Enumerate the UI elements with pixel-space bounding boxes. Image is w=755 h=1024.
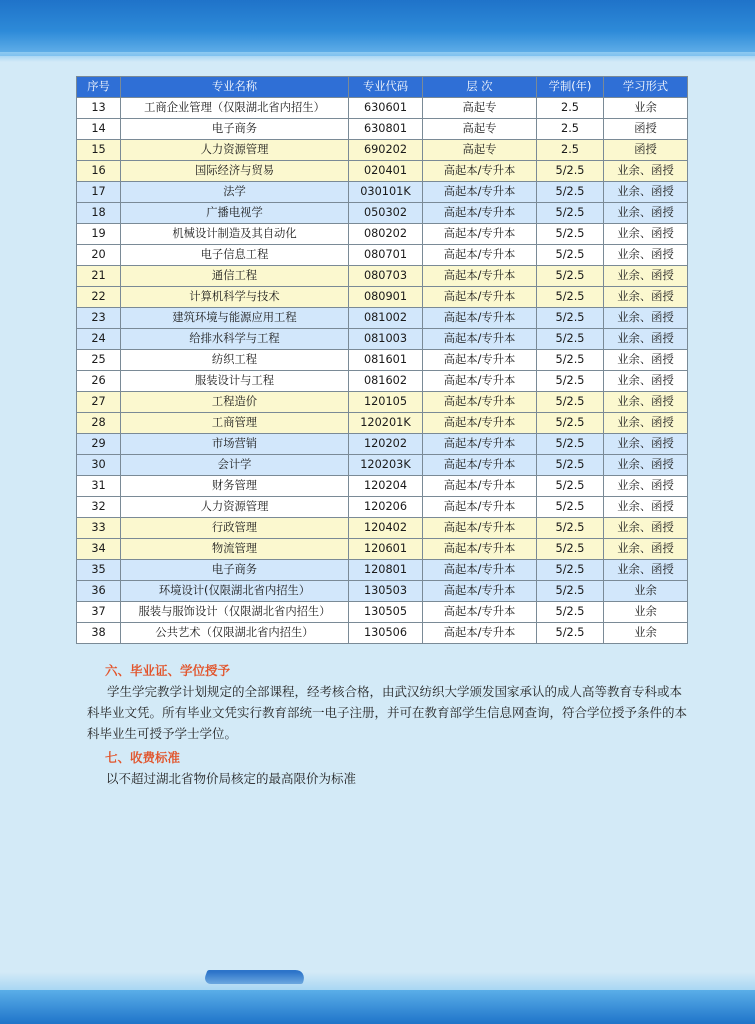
cell-program-code: 020401 (349, 161, 423, 182)
cell-study-mode: 业余、函授 (604, 455, 688, 476)
cell-level: 高起本/专升本 (423, 392, 537, 413)
table-row (77, 602, 688, 623)
cell-level: 高起本/专升本 (423, 560, 537, 581)
cell-number: 33 (77, 518, 121, 539)
cell-duration: 5/2.5 (537, 266, 604, 287)
cell-duration: 5/2.5 (537, 497, 604, 518)
cell-number: 15 (77, 140, 121, 161)
section-7-paragraph: 以不超过湖北省物价局核定的最高限价为标准 (106, 771, 357, 786)
cell-study-mode: 业余、函授 (604, 350, 688, 371)
table-row (77, 581, 688, 602)
cell-level: 高起专 (423, 98, 537, 119)
table-row (77, 98, 688, 119)
cell-program-code: 080703 (349, 266, 423, 287)
cell-study-mode: 业余 (604, 581, 688, 602)
cell-level: 高起本/专升本 (423, 518, 537, 539)
cell-duration: 5/2.5 (537, 182, 604, 203)
cell-program-code: 130505 (349, 602, 423, 623)
cell-program-code: 081002 (349, 308, 423, 329)
cell-program-name: 人力资源管理 (121, 497, 349, 518)
cell-number: 29 (77, 434, 121, 455)
cell-duration: 5/2.5 (537, 350, 604, 371)
cell-duration: 5/2.5 (537, 518, 604, 539)
cell-study-mode: 业余、函授 (604, 413, 688, 434)
cell-program-name: 建筑环境与能源应用工程 (121, 308, 349, 329)
cell-duration: 5/2.5 (537, 455, 604, 476)
table-row (77, 413, 688, 434)
cell-level: 高起本/专升本 (423, 455, 537, 476)
cell-number: 38 (77, 623, 121, 644)
cell-duration: 5/2.5 (537, 581, 604, 602)
cell-number: 30 (77, 455, 121, 476)
table-row (77, 623, 688, 644)
cell-level: 高起本/专升本 (423, 371, 537, 392)
cell-study-mode: 业余、函授 (604, 161, 688, 182)
cell-study-mode: 业余、函授 (604, 329, 688, 350)
cell-duration: 5/2.5 (537, 434, 604, 455)
header-program-code: 专业代码 (349, 77, 423, 98)
cell-number: 26 (77, 371, 121, 392)
cell-study-mode: 业余、函授 (604, 497, 688, 518)
table-header-row (77, 77, 688, 98)
table-row (77, 560, 688, 581)
cell-program-code: 080901 (349, 287, 423, 308)
cell-number: 17 (77, 182, 121, 203)
cell-program-code: 120402 (349, 518, 423, 539)
cell-program-code: 080202 (349, 224, 423, 245)
cell-program-code: 130506 (349, 623, 423, 644)
cell-program-code: 130503 (349, 581, 423, 602)
cell-number: 21 (77, 266, 121, 287)
cell-duration: 5/2.5 (537, 203, 604, 224)
cell-study-mode: 业余、函授 (604, 308, 688, 329)
cell-program-code: 120206 (349, 497, 423, 518)
cell-program-code: 081601 (349, 350, 423, 371)
cell-level: 高起本/专升本 (423, 308, 537, 329)
cell-duration: 5/2.5 (537, 371, 604, 392)
cell-study-mode: 业余、函授 (604, 245, 688, 266)
cell-duration: 5/2.5 (537, 602, 604, 623)
table-row (77, 392, 688, 413)
cell-number: 37 (77, 602, 121, 623)
cell-level: 高起本/专升本 (423, 329, 537, 350)
cell-program-name: 电子商务 (121, 119, 349, 140)
cell-level: 高起本/专升本 (423, 182, 537, 203)
cell-level: 高起本/专升本 (423, 245, 537, 266)
cell-number: 32 (77, 497, 121, 518)
cell-program-name: 计算机科学与技术 (121, 287, 349, 308)
table-row (77, 518, 688, 539)
cell-program-name: 环境设计(仅限湖北省内招生） (121, 581, 349, 602)
cell-program-name: 机械设计制造及其自动化 (121, 224, 349, 245)
cell-study-mode: 业余、函授 (604, 224, 688, 245)
cell-number: 25 (77, 350, 121, 371)
table-row (77, 224, 688, 245)
cell-duration: 5/2.5 (537, 287, 604, 308)
cell-program-name: 会计学 (121, 455, 349, 476)
cell-program-code: 080701 (349, 245, 423, 266)
cell-program-name: 服装设计与工程 (121, 371, 349, 392)
cell-study-mode: 业余、函授 (604, 476, 688, 497)
cell-level: 高起本/专升本 (423, 161, 537, 182)
cell-duration: 5/2.5 (537, 413, 604, 434)
cell-level: 高起专 (423, 119, 537, 140)
cell-study-mode: 业余、函授 (604, 287, 688, 308)
cell-level: 高起本/专升本 (423, 497, 537, 518)
header-number: 序号 (77, 77, 121, 98)
table-row (77, 329, 688, 350)
cell-program-name: 电子信息工程 (121, 245, 349, 266)
cell-number: 27 (77, 392, 121, 413)
cell-level: 高起本/专升本 (423, 413, 537, 434)
cell-program-name: 公共艺术（仅限湖北省内招生） (121, 623, 349, 644)
cell-duration: 5/2.5 (537, 161, 604, 182)
cell-program-name: 法学 (121, 182, 349, 203)
cell-level: 高起本/专升本 (423, 434, 537, 455)
cell-program-code: 630601 (349, 98, 423, 119)
cell-level: 高起本/专升本 (423, 602, 537, 623)
table-row (77, 119, 688, 140)
cell-level: 高起专 (423, 140, 537, 161)
cell-program-code: 120204 (349, 476, 423, 497)
cell-study-mode: 业余 (604, 623, 688, 644)
table-row (77, 161, 688, 182)
cell-number: 16 (77, 161, 121, 182)
cell-program-name: 广播电视学 (121, 203, 349, 224)
cell-study-mode: 业余、函授 (604, 518, 688, 539)
table-row (77, 350, 688, 371)
cell-duration: 5/2.5 (537, 392, 604, 413)
cell-duration: 5/2.5 (537, 245, 604, 266)
table-row (77, 287, 688, 308)
cell-level: 高起本/专升本 (423, 623, 537, 644)
table-row (77, 371, 688, 392)
cell-duration: 5/2.5 (537, 476, 604, 497)
cell-duration: 5/2.5 (537, 560, 604, 581)
cell-level: 高起本/专升本 (423, 350, 537, 371)
cell-study-mode: 业余、函授 (604, 392, 688, 413)
table-row (77, 455, 688, 476)
cell-study-mode: 业余 (604, 602, 688, 623)
cell-program-code: 120203K (349, 455, 423, 476)
cell-program-name: 物流管理 (121, 539, 349, 560)
cell-program-code: 081003 (349, 329, 423, 350)
cell-study-mode: 业余、函授 (604, 182, 688, 203)
table-row (77, 476, 688, 497)
cell-program-name: 服装与服饰设计（仅限湖北省内招生） (121, 602, 349, 623)
cell-duration: 2.5 (537, 140, 604, 161)
cell-level: 高起本/专升本 (423, 539, 537, 560)
cell-level: 高起本/专升本 (423, 476, 537, 497)
cell-program-code: 120801 (349, 560, 423, 581)
cell-program-code: 120601 (349, 539, 423, 560)
section-6-paragraph: 学生学完教学计划规定的全部课程，经考核合格，由武汉纺织大学颁发国家承认的成人高等教育专科或本科毕业文凭。所有毕业文凭实行教育部统一电子注册，并可在教育部学生信息网查询，符合学位授予条件的本科毕业生可授予学士学位。 (87, 684, 688, 741)
program-table (76, 76, 688, 644)
table-row (77, 203, 688, 224)
cell-study-mode: 业余、函授 (604, 371, 688, 392)
cell-number: 23 (77, 308, 121, 329)
cell-number: 20 (77, 245, 121, 266)
cell-number: 24 (77, 329, 121, 350)
cell-level: 高起本/专升本 (423, 581, 537, 602)
table-row (77, 497, 688, 518)
cell-number: 35 (77, 560, 121, 581)
cell-number: 14 (77, 119, 121, 140)
cell-study-mode: 业余、函授 (604, 560, 688, 581)
cell-study-mode: 函授 (604, 119, 688, 140)
cell-program-code: 120105 (349, 392, 423, 413)
table-row (77, 266, 688, 287)
cell-level: 高起本/专升本 (423, 203, 537, 224)
table-row (77, 182, 688, 203)
table-row (77, 539, 688, 560)
cell-study-mode: 业余、函授 (604, 539, 688, 560)
cell-program-name: 财务管理 (121, 476, 349, 497)
cell-program-name: 工商管理 (121, 413, 349, 434)
section-6-heading: 六、毕业证、学位授予 (105, 663, 231, 678)
cell-duration: 5/2.5 (537, 308, 604, 329)
cell-duration: 5/2.5 (537, 539, 604, 560)
cell-number: 13 (77, 98, 121, 119)
cell-duration: 2.5 (537, 119, 604, 140)
header-program-name: 专业名称 (121, 77, 349, 98)
cell-program-name: 人力资源管理 (121, 140, 349, 161)
cell-program-code: 630801 (349, 119, 423, 140)
cell-number: 22 (77, 287, 121, 308)
cell-duration: 5/2.5 (537, 623, 604, 644)
cell-program-name: 工程造价 (121, 392, 349, 413)
cell-number: 31 (77, 476, 121, 497)
cell-program-name: 给排水科学与工程 (121, 329, 349, 350)
cell-level: 高起本/专升本 (423, 287, 537, 308)
cell-program-name: 市场营销 (121, 434, 349, 455)
cell-program-code: 120201K (349, 413, 423, 434)
cell-program-name: 行政管理 (121, 518, 349, 539)
cell-study-mode: 业余、函授 (604, 434, 688, 455)
cell-study-mode: 函授 (604, 140, 688, 161)
bottom-decorative-band (0, 990, 755, 1024)
top-decorative-band (0, 0, 755, 56)
cell-program-name: 通信工程 (121, 266, 349, 287)
table-row (77, 434, 688, 455)
header-study-mode: 学习形式 (604, 77, 688, 98)
table-row (77, 245, 688, 266)
cell-duration: 2.5 (537, 98, 604, 119)
header-level: 层 次 (423, 77, 537, 98)
cell-program-code: 690202 (349, 140, 423, 161)
cell-number: 18 (77, 203, 121, 224)
cell-program-code: 120202 (349, 434, 423, 455)
cell-program-code: 050302 (349, 203, 423, 224)
cell-program-code: 030101K (349, 182, 423, 203)
cell-study-mode: 业余、函授 (604, 266, 688, 287)
cell-program-name: 工商企业管理（仅限湖北省内招生） (121, 98, 349, 119)
cell-program-name: 纺织工程 (121, 350, 349, 371)
header-duration: 学制(年) (537, 77, 604, 98)
cell-duration: 5/2.5 (537, 224, 604, 245)
table-row (77, 308, 688, 329)
cell-level: 高起本/专升本 (423, 266, 537, 287)
table-row (77, 140, 688, 161)
cell-program-code: 081602 (349, 371, 423, 392)
cell-number: 19 (77, 224, 121, 245)
cell-number: 34 (77, 539, 121, 560)
cell-number: 36 (77, 581, 121, 602)
cell-study-mode: 业余、函授 (604, 203, 688, 224)
cell-program-name: 国际经济与贸易 (121, 161, 349, 182)
cell-duration: 5/2.5 (537, 329, 604, 350)
cell-level: 高起本/专升本 (423, 224, 537, 245)
cell-number: 28 (77, 413, 121, 434)
cell-program-name: 电子商务 (121, 560, 349, 581)
section-7-heading: 七、收费标准 (105, 750, 181, 765)
cell-study-mode: 业余 (604, 98, 688, 119)
